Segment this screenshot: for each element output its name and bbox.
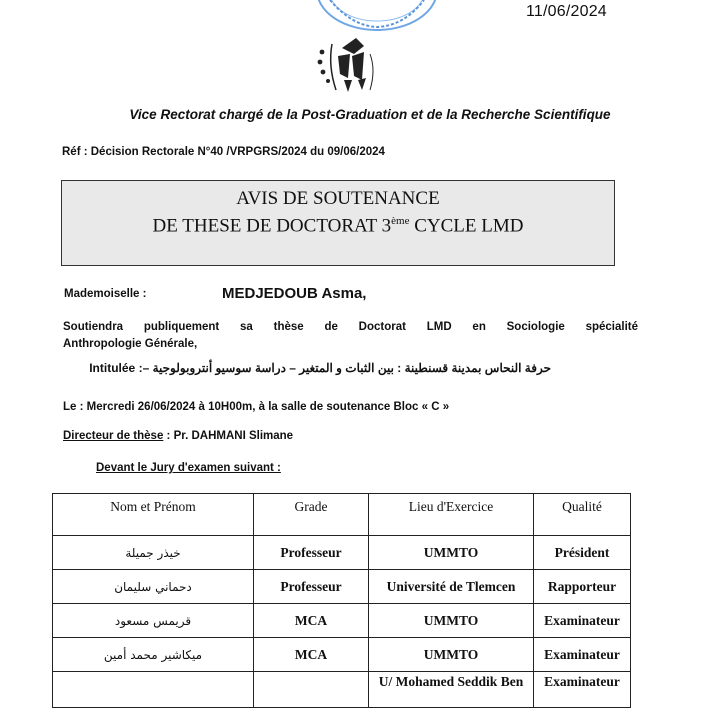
table-row — [53, 604, 631, 638]
header-name: Nom et Prénom — [53, 494, 254, 536]
table-row — [53, 536, 631, 570]
soutenance-line-2: Anthropologie Générale, — [63, 338, 198, 350]
avis-line-2-text: DE THESE DE DOCTORAT 3 — [152, 215, 392, 237]
vice-rectorat-title: Vice Rectorat chargé de la Post-Graduation et de la Recherche Scientifique — [129, 107, 611, 122]
jury-heading: Devant le Jury d'examen suivant : — [96, 462, 281, 474]
jury-role: Président — [534, 536, 631, 570]
jury-table-header — [53, 494, 631, 536]
jury-place: UMMTO — [369, 604, 534, 638]
jury-name — [53, 672, 254, 708]
avis-line-1: AVIS DE SOUTENANCE — [236, 188, 440, 209]
jury-grade: MCA — [254, 638, 369, 672]
university-logo — [314, 34, 382, 96]
jury-role: Examinateur — [534, 672, 631, 708]
defense-date-line: Le : Mercredi 26/06/2024 à 10H00m, à la salle de soutenance Bloc « C » — [63, 401, 450, 413]
table-row — [53, 672, 631, 708]
jury-name: قريمس مسعود — [53, 604, 254, 638]
thesis-director — [63, 430, 293, 442]
header-role: Qualité — [534, 494, 631, 536]
jury-name: خيذر جميلة — [53, 536, 254, 570]
header-grade: Grade — [254, 494, 369, 536]
candidate-name: MEDJEDOUB Asma, — [222, 285, 367, 302]
jury-grade: Professeur — [254, 570, 369, 604]
jury-place: U/ Mohamed Seddik Ben — [369, 672, 534, 708]
director-label: Directeur de thèse — [63, 430, 164, 442]
reference-line: Réf : Décision Rectorale N°40 /VRPGRS/2024 du 09/06/2024 — [62, 146, 385, 158]
header-place: Lieu d'Exercice — [369, 494, 534, 536]
soutenance-line-1: Soutiendra publiquement sa thèse de Doctorat LMD en Sociologie spécialité — [63, 321, 638, 333]
salutation-label: Mademoiselle : — [64, 288, 147, 300]
jury-role: Rapporteur — [534, 570, 631, 604]
jury-table — [52, 493, 631, 708]
soutenance-paragraph — [63, 319, 638, 353]
jury-name: ميكاشير محمد أمين — [53, 638, 254, 672]
jury-name: دحماني سليمان — [53, 570, 254, 604]
jury-place: UMMTO — [369, 638, 534, 672]
director-value: : Pr. DAHMANI Slimane — [163, 430, 294, 442]
jury-role: Examinateur — [534, 604, 631, 638]
avis-box — [61, 180, 615, 266]
avis-line-2-end: CYCLE LMD — [409, 215, 524, 237]
avis-line-2 — [62, 210, 614, 237]
jury-grade — [254, 672, 369, 708]
jury-grade: Professeur — [254, 536, 369, 570]
jury-place: UMMTO — [369, 536, 534, 570]
university-seal — [312, 0, 442, 36]
document-date: 11/06/2024 — [526, 3, 607, 20]
jury-role: Examinateur — [534, 638, 631, 672]
avis-superscript: ème — [391, 215, 410, 227]
jury-place: Université de Tlemcen — [369, 570, 534, 604]
thesis-title-arabic: حرفة النحاس بمدينة قسنطينة : بين الثبات و المتغير – دراسة سوسيو أنتروبولوجية –: Intitulée — [89, 361, 551, 375]
jury-grade: MCA — [254, 604, 369, 638]
table-row — [53, 570, 631, 604]
table-row — [53, 638, 631, 672]
